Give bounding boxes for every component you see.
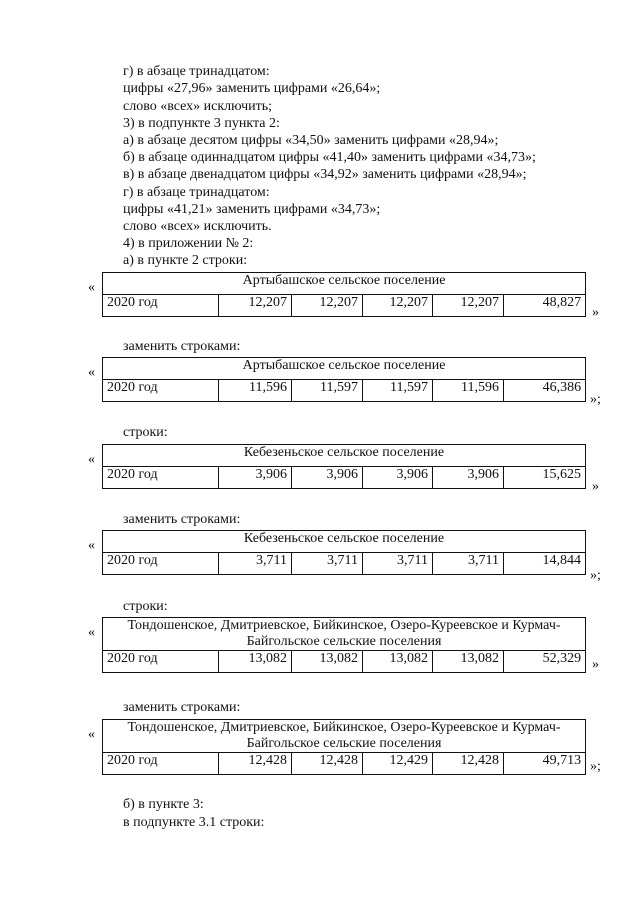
value-cell: 13,082 <box>363 651 433 673</box>
year-cell: 2020 год <box>103 295 219 317</box>
open-quote: « <box>88 280 95 295</box>
table-title: Тондошенское, Дмитриевское, Бийкинское, Озеро-Куреевское и Курмач-Байгольское сельские поселения <box>103 720 586 753</box>
paragraph: б) в абзаце одиннадцатом цифры «41,40» заменить цифрами «34,73»; <box>123 150 536 165</box>
paragraph: б) в пункте 3: <box>123 797 204 812</box>
total-cell: 49,713 <box>504 753 586 775</box>
table-row <box>103 651 586 673</box>
paragraph: слово «всех» исключить. <box>123 219 272 234</box>
close-quote: » <box>592 479 599 494</box>
table-title: Кебезеньское сельское поселение <box>103 445 586 467</box>
paragraph: в подпункте 3.1 строки: <box>123 815 265 830</box>
data-table <box>102 617 586 673</box>
value-cell: 3,906 <box>363 467 433 489</box>
value-cell: 3,711 <box>433 553 504 575</box>
paragraph: слово «всех» исключить; <box>123 99 273 114</box>
data-table <box>102 272 586 317</box>
value-cell: 11,597 <box>292 380 363 402</box>
paragraph: а) в пункте 2 строки: <box>123 253 248 268</box>
value-cell: 12,207 <box>433 295 504 317</box>
table-title: Тондошенское, Дмитриевское, Бийкинское, Озеро-Куреевское и Курмач-Байгольское сельские поселения <box>103 618 586 651</box>
total-cell: 14,844 <box>504 553 586 575</box>
value-cell: 3,906 <box>433 467 504 489</box>
value-cell: 13,082 <box>292 651 363 673</box>
value-cell: 3,711 <box>363 553 433 575</box>
paragraph: 4) в приложении № 2: <box>123 236 254 251</box>
caption: заменить строками: <box>123 339 241 354</box>
open-quote: « <box>88 452 95 467</box>
replacement-block <box>0 530 640 600</box>
data-table <box>102 357 586 402</box>
year-cell: 2020 год <box>103 380 219 402</box>
total-cell: 15,625 <box>504 467 586 489</box>
paragraph: в) в абзаце двенадцатом цифры «34,92» заменить цифрами «28,94»; <box>123 167 527 182</box>
close-quote: »; <box>590 759 601 774</box>
value-cell: 3,906 <box>292 467 363 489</box>
value-cell: 12,207 <box>219 295 292 317</box>
data-table <box>102 719 586 775</box>
close-quote: »; <box>590 568 601 583</box>
paragraph: а) в абзаце десятом цифры «34,50» заменить цифрами «28,94»; <box>123 133 499 148</box>
total-cell: 48,827 <box>504 295 586 317</box>
year-cell: 2020 год <box>103 753 219 775</box>
open-quote: « <box>88 365 95 380</box>
value-cell: 12,207 <box>363 295 433 317</box>
value-cell: 13,082 <box>433 651 504 673</box>
caption: заменить строками: <box>123 700 241 715</box>
table-row <box>103 295 586 317</box>
year-cell: 2020 год <box>103 651 219 673</box>
table-row <box>103 553 586 575</box>
paragraph: цифры «27,96» заменить цифрами «26,64»; <box>123 81 381 96</box>
paragraph: 3) в подпункте 3 пункта 2: <box>123 116 280 131</box>
table-title: Кебезеньское сельское поселение <box>103 531 586 553</box>
replacement-block <box>0 719 640 799</box>
total-cell: 46,386 <box>504 380 586 402</box>
value-cell: 12,429 <box>363 753 433 775</box>
total-cell: 52,329 <box>504 651 586 673</box>
open-quote: « <box>88 538 95 553</box>
value-cell: 11,597 <box>363 380 433 402</box>
year-cell: 2020 год <box>103 467 219 489</box>
caption: заменить строками: <box>123 512 241 527</box>
replacement-block <box>0 617 640 697</box>
data-table <box>102 444 586 489</box>
year-cell: 2020 год <box>103 553 219 575</box>
table-row <box>103 380 586 402</box>
value-cell: 12,428 <box>433 753 504 775</box>
open-quote: « <box>88 727 95 742</box>
table-row <box>103 467 586 489</box>
close-quote: » <box>592 305 599 320</box>
replacement-block <box>0 444 640 514</box>
caption: строки: <box>123 599 168 614</box>
data-table <box>102 530 586 575</box>
value-cell: 3,906 <box>219 467 292 489</box>
table-title: Артыбашское сельское поселение <box>103 358 586 380</box>
replacement-block <box>0 272 640 342</box>
value-cell: 11,596 <box>433 380 504 402</box>
value-cell: 12,428 <box>219 753 292 775</box>
caption: строки: <box>123 425 168 440</box>
close-quote: » <box>592 657 599 672</box>
value-cell: 12,428 <box>292 753 363 775</box>
paragraph: цифры «41,21» заменить цифрами «34,73»; <box>123 202 381 217</box>
value-cell: 13,082 <box>219 651 292 673</box>
paragraph: г) в абзаце тринадцатом: <box>123 185 270 200</box>
open-quote: « <box>88 625 95 640</box>
replacement-block <box>0 357 640 427</box>
value-cell: 11,596 <box>219 380 292 402</box>
close-quote: »; <box>590 392 601 407</box>
paragraph: г) в абзаце тринадцатом: <box>123 64 270 79</box>
value-cell: 3,711 <box>292 553 363 575</box>
table-title: Артыбашское сельское поселение <box>103 273 586 295</box>
value-cell: 12,207 <box>292 295 363 317</box>
value-cell: 3,711 <box>219 553 292 575</box>
table-row <box>103 753 586 775</box>
